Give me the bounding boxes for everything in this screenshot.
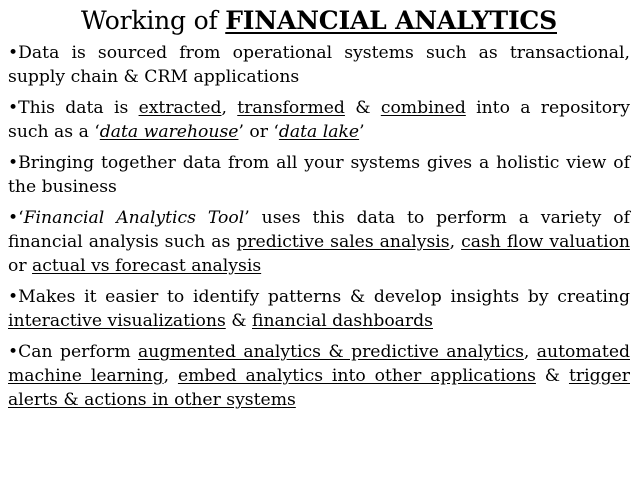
bullet-visualizations xyxy=(8,285,630,333)
term-trigger-alerts: trigger alerts & actions in other systems xyxy=(8,366,630,410)
bullet-text: , xyxy=(221,98,238,118)
term-actual-vs-forecast-analysis: actual vs forecast analysis xyxy=(32,256,262,276)
term-financial-dashboards: financial dashboards xyxy=(252,311,433,331)
term-combined: combined xyxy=(380,98,466,118)
bullet-holistic-view xyxy=(8,151,630,199)
title-prefix: Working of xyxy=(81,6,226,35)
bullet-text: ’ xyxy=(359,122,365,142)
bullet-text: •This data is xyxy=(8,98,139,118)
bullet-data-sourcing xyxy=(8,41,630,89)
bullet-analytics-tool xyxy=(8,206,630,278)
bullet-text: , xyxy=(163,366,178,386)
term-interactive-visualizations: interactive visualizations xyxy=(8,311,226,331)
term-predictive-sales-analysis: predictive sales analysis xyxy=(236,232,450,252)
bullet-text: •Data is sourced from operational systems such as transactional, supply chain & CRM applications xyxy=(8,43,630,87)
bullet-data-repository xyxy=(8,96,630,144)
bullet-text: or xyxy=(8,256,33,276)
term-embed-analytics: embed analytics into other applications xyxy=(177,366,536,386)
term-augmented-predictive-analytics: augmented analytics & predictive analytics xyxy=(138,342,524,362)
bullet-text: •Makes it easier to identify patterns & develop insights by creating xyxy=(8,287,630,307)
bullet-text: , xyxy=(449,232,462,252)
bullet-text: •Bringing together data from all your systems gives a holistic view of the business xyxy=(8,153,630,197)
term-automated-machine-learning: automated machine learning xyxy=(8,342,630,386)
term-cash-flow-valuation: cash flow valuation xyxy=(461,232,630,252)
term-data-lake: data lake xyxy=(278,122,360,142)
bullet-text: into a repository such as a ‘ xyxy=(8,98,630,142)
bullet-text: •‘ xyxy=(8,208,24,228)
bullet-list xyxy=(8,41,630,412)
term-transformed: transformed xyxy=(237,98,345,118)
bullet-text: ’ or ‘ xyxy=(238,122,279,142)
bullet-text: , xyxy=(523,342,537,362)
bullet-text: & xyxy=(535,366,569,386)
term-extracted: extracted xyxy=(138,98,222,118)
title-emphasis: FINANCIAL ANALYTICS xyxy=(225,6,557,35)
bullet-text: ’ uses this data to perform a variety of financial analysis such as xyxy=(8,208,630,252)
bullet-capabilities xyxy=(8,340,630,412)
page-title xyxy=(8,6,630,36)
term-financial-analytics-tool: Financial Analytics Tool xyxy=(23,208,245,228)
bullet-text: & xyxy=(225,311,252,331)
bullet-text: & xyxy=(344,98,381,118)
term-data-warehouse: data warehouse xyxy=(99,122,239,142)
bullet-text: •Can perform xyxy=(8,342,139,362)
